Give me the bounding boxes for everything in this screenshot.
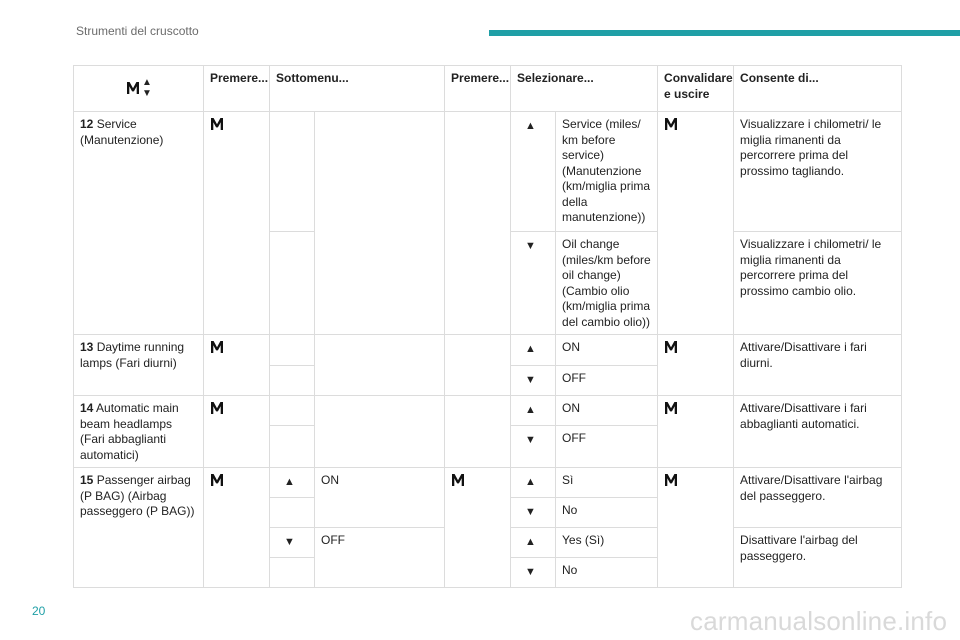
m-key-icon — [451, 473, 465, 487]
row-15-option-no: No — [556, 498, 658, 528]
row-14-option-off: OFF — [556, 426, 658, 468]
table-row — [74, 112, 902, 232]
section-title: Strumenti del cruscotto — [76, 24, 199, 38]
row-15-option-si: Sì — [556, 468, 658, 498]
row-12-option-2: Oil change (miles/km before oil change) (Cambio olio (km/miglia prima del cambio olio)) — [556, 232, 658, 335]
row-14-desc: Attivare/Disattivare i fari abbaglianti automatici. — [734, 396, 902, 468]
row-15-option-yes: Yes (Sì) — [556, 528, 658, 558]
up-arrow-icon: ▲ — [525, 404, 536, 416]
row-13-m-key — [204, 335, 270, 396]
down-arrow-icon: ▼ — [525, 506, 536, 518]
table-row — [74, 335, 902, 366]
row-15-confirm — [658, 468, 734, 588]
m-key-icon — [126, 81, 140, 95]
table-row — [74, 468, 902, 498]
m-key-icon — [210, 117, 224, 131]
row-13-confirm — [658, 335, 734, 396]
row-15-sub-off: OFF — [315, 528, 445, 588]
m-key-icon — [664, 401, 678, 415]
up-arrow-icon: ▲ — [284, 476, 295, 488]
down-arrow-icon: ▼ — [525, 434, 536, 447]
col-selezionare: Selezionare... — [511, 66, 658, 112]
table-row — [74, 396, 902, 426]
row-15-option-no-2: No — [556, 558, 658, 588]
down-arrow-icon: ▼ — [284, 536, 295, 548]
up-arrow-icon: ▲ — [525, 343, 536, 355]
header-accent-bar — [489, 30, 960, 36]
col-premere-1: Premere... — [204, 66, 270, 112]
m-key-icon — [664, 473, 678, 487]
up-arrow-icon: ▲ — [525, 476, 536, 488]
down-arrow-icon: ▼ — [525, 240, 536, 252]
row-14-confirm — [658, 396, 734, 468]
row-15-sub-on: ON — [315, 468, 445, 528]
col-convalidare: Convalidare e uscire — [658, 66, 734, 112]
header-menu-icon-cell — [74, 66, 204, 112]
row-12-desc-2: Visualizzare i chilometri/ le miglia rimanenti da percorrere prima del prossimo cambio olio. — [734, 232, 902, 335]
col-premere-2: Premere... — [445, 66, 511, 112]
col-consente: Consente di... — [734, 66, 902, 112]
m-key-icon — [210, 340, 224, 354]
row-12-desc-1: Visualizzare i chilometri/ le miglia rimanenti da percorrere prima del prossimo tagliando. — [734, 112, 902, 232]
row-13-label: 13 Daytime running lamps (Fari diurni) — [74, 335, 204, 396]
m-key-icon — [210, 401, 224, 415]
down-arrow-icon: ▼ — [142, 88, 152, 99]
row-14-option-on: ON — [556, 396, 658, 426]
row-13-option-on: ON — [556, 335, 658, 366]
row-15-desc-1: Attivare/Disattivare l'airbag del passeggero. — [734, 468, 902, 528]
row-14-m-key — [204, 396, 270, 468]
down-arrow-icon: ▼ — [525, 374, 536, 386]
page-number: 20 — [32, 604, 46, 618]
row-12-confirm — [658, 112, 734, 335]
row-15-m-key-2 — [445, 468, 511, 588]
row-12-m-key — [204, 112, 270, 335]
up-arrow-icon: ▲ — [525, 536, 536, 548]
up-arrow-icon: ▲ — [142, 77, 152, 88]
watermark: carmanualsonline.info — [690, 606, 948, 636]
m-key-icon — [210, 473, 224, 487]
row-12-option-1: Service (miles/ km before service) (Manutenzione (km/miglia prima della manutenzione)) — [556, 112, 658, 232]
col-sottomenu: Sottomenu... — [270, 66, 445, 112]
settings-table — [73, 65, 902, 588]
up-arrow-icon: ▲ — [525, 120, 536, 132]
row-13-option-off: OFF — [556, 366, 658, 396]
row-15-label: 15 Passenger airbag (P BAG) (Airbag passeggero (P BAG)) — [74, 468, 204, 588]
row-15-m-key — [204, 468, 270, 588]
down-arrow-icon: ▼ — [525, 566, 536, 578]
table-header-row — [74, 66, 902, 112]
row-15-desc-2: Disattivare l'airbag del passeggero. — [734, 528, 902, 588]
row-12-label: 12 Service (Manutenzione) — [74, 112, 204, 335]
m-key-icon — [664, 340, 678, 354]
m-key-icon — [664, 117, 678, 131]
row-13-desc: Attivare/Disattivare i fari diurni. — [734, 335, 902, 396]
row-14-label: 14 Automatic main beam headlamps (Fari abbaglianti automatici) — [74, 396, 204, 468]
